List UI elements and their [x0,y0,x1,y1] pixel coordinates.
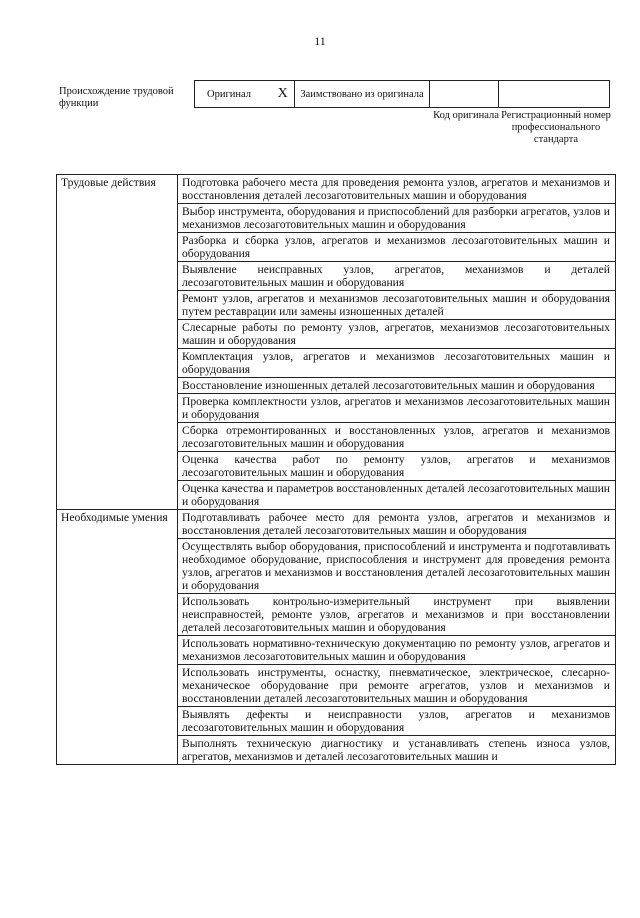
table-cell: Проверка комплектности узлов, агрегатов и механизмов лесозаготовительных машин и оборудования [178,394,616,423]
table-cell: Выявление неисправных узлов, агрегатов, механизмов и деталей лесозаготовительных машин и оборудования [178,262,616,291]
table-cell: Оценка качества и параметров восстановленных деталей лесозаготовительных машин и оборудования [178,481,616,510]
function-table [56,174,616,765]
section-title: Необходимые умения [57,510,178,765]
section-title: Трудовые действия [57,175,178,510]
original-cell [195,81,295,108]
table-cell: Использовать инструменты, оснастку, пневматическое, электрическое, слесарно-механическое оборудование при ремонте агрегатов, узлов и механизмов и восстановлении деталей лесозаготовительных машин и оборудования [178,665,616,707]
reg-number-cell [499,81,610,108]
table-cell: Выбор инструмента, оборудования и приспособлений для разборки агрегатов, узлов и механизмов лесозаготовительных машин и оборудования [178,204,616,233]
page-number: 11 [314,34,326,48]
table-cell: Разборка и сборка узлов, агрегатов и механизмов лесозаготовительных машин и оборудования [178,233,616,262]
original-mark: X [277,86,288,101]
origin-label: Происхождение трудовой функции [59,86,174,109]
table-cell: Оценка качества работ по ремонту узлов, агрегатов и механизмов лесозаготовительных машин и оборудования [178,452,616,481]
borrowed-cell: Заимствовано из оригинала [295,81,430,108]
table-row [57,175,616,204]
code-label: Код оригинала [433,110,499,121]
table-cell: Использовать нормативно-техническую документацию по ремонту узлов, агрегатов и механизмов лесозаготовительных машин и оборудования [178,636,616,665]
table-row [57,510,616,539]
reg-number-label: Регистрационный номер профессионального стандарта [501,110,611,145]
table-cell: Ремонт узлов, агрегатов и механизмов лесозаготовительных машин и оборудования путем реставрации или замены изношенных деталей [178,291,616,320]
original-label: Оригинал [207,89,251,100]
table-cell: Подготавливать рабочее место для ремонта узлов, агрегатов и механизмов и восстановления деталей лесозаготовительных машин и оборудования [178,510,616,539]
table-cell: Осуществлять выбор оборудования, приспособлений и инструмента и подготавливать необходимое оборудование, приспособления и инструмент для проведения ремонта узлов, агрегатов и механизмов и восстановления деталей лесозаготовительных машин и оборудования [178,539,616,594]
table-cell: Выполнять техническую диагностику и устанавливать степень износа узлов, агрегатов, механизмов и деталей лесозаготовительных машин и [178,736,616,765]
table-cell: Сборка отремонтированных и восстановленных узлов, агрегатов и механизмов лесозаготовительных машин и оборудования [178,423,616,452]
table-cell: Комплектация узлов, агрегатов и механизмов лесозаготовительных машин и оборудования [178,349,616,378]
table-cell: Использовать контрольно-измерительный инструмент при выявлении неисправностей, ремонте узлов, агрегатов и механизмов и при восстановлении деталей лесозаготовительных машин и оборудования [178,594,616,636]
table-cell: Подготовка рабочего места для проведения ремонта узлов, агрегатов и механизмов и восстановления деталей лесозаготовительных машин и оборудования [178,175,616,204]
origin-table [194,80,610,108]
table-cell: Слесарные работы по ремонту узлов, агрегатов, механизмов лесозаготовительных машин и оборудования [178,320,616,349]
code-cell [430,81,499,108]
table-cell: Выявлять дефекты и неисправности узлов, агрегатов и механизмов лесозаготовительных машин и оборудования [178,707,616,736]
table-cell: Восстановление изношенных деталей лесозаготовительных машин и оборудования [178,378,616,394]
